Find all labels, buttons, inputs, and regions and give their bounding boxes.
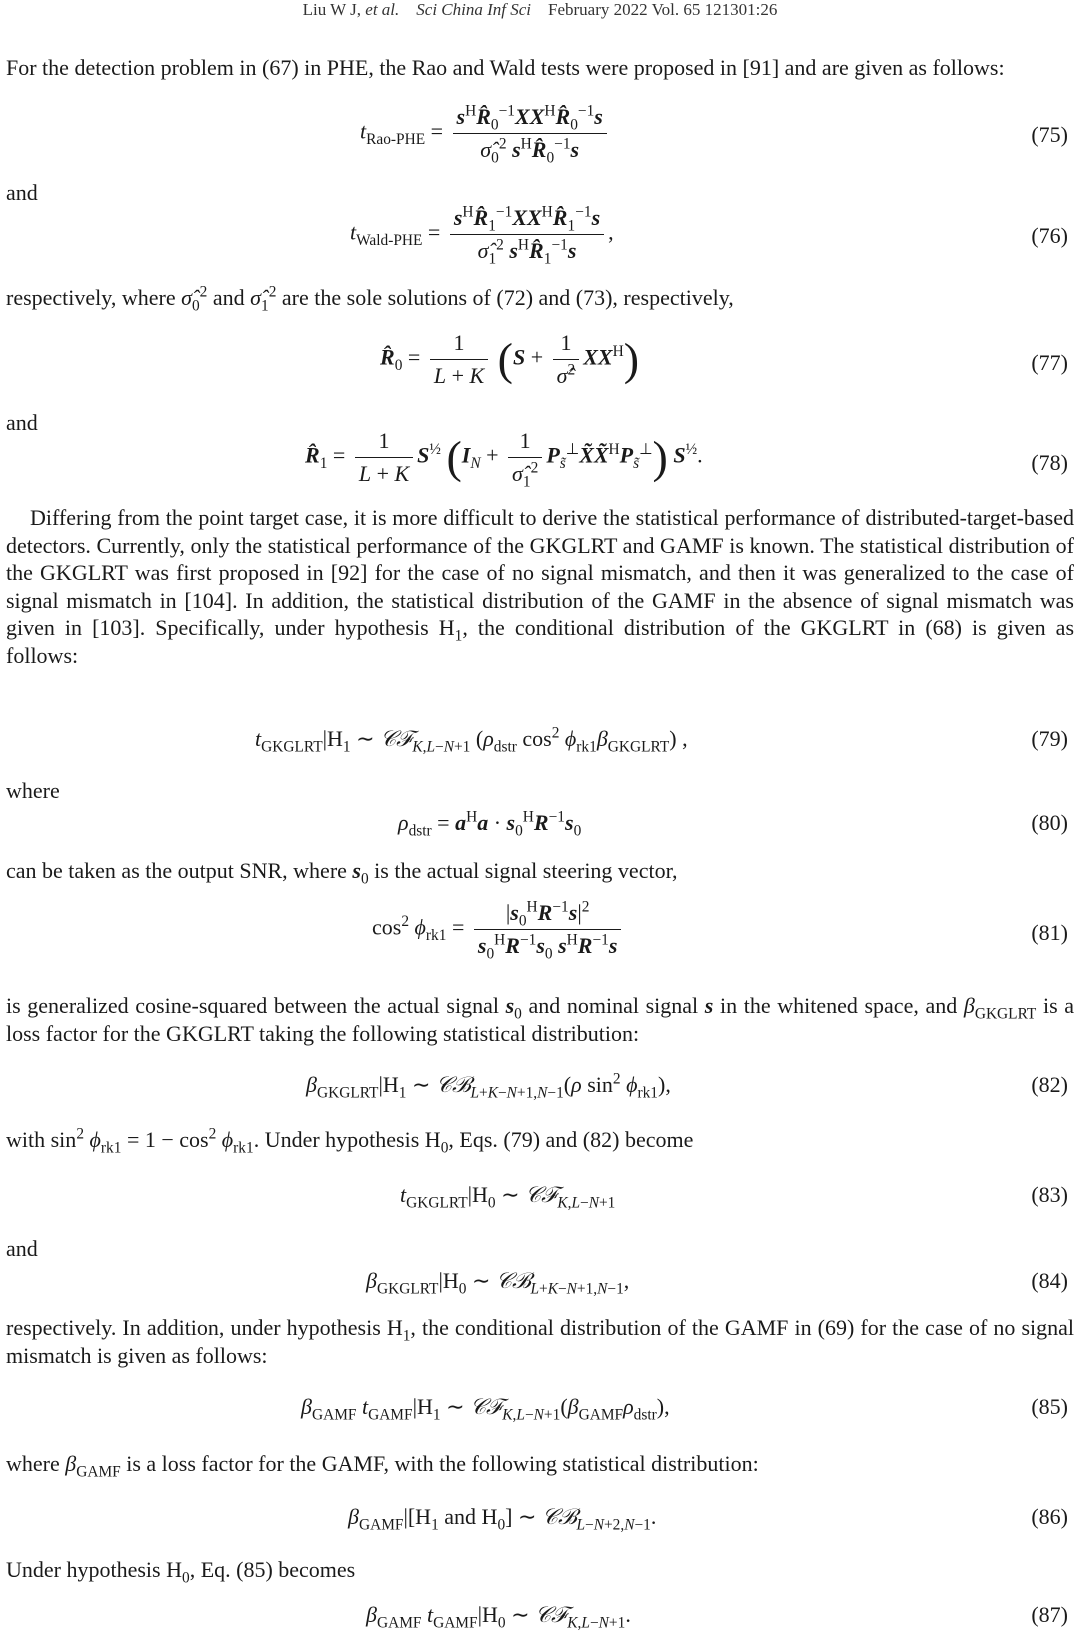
text-span: Differing from the point target case, it is more difficult to derive the statistical performance of distributed-target-based detectors. Currently, only the statistical performance of the GKGLRT and GAMF is known. The statistical distribution of the GKGLRT was first proposed in [92] for the case of no signal mismatch, and then it was generalized to the case of signal mismatch in [104]. In addition, the statistical distribution of the GAMF in the absence of signal mismatch was given in [103]. Specifically, under hypothesis H bbox=[6, 505, 1074, 640]
text-span: and nominal signal bbox=[528, 993, 699, 1018]
equation-number: (86) bbox=[1031, 1504, 1068, 1529]
text-span: , Eqs. (79) and (82) become bbox=[448, 1127, 694, 1152]
text-span: where bbox=[6, 1451, 60, 1476]
paragraph-output-snr: can be taken as the output SNR, where $s_0$ is the actual signal steering vector, bbox=[6, 858, 678, 888]
text-span: Under hypothesis H bbox=[6, 1557, 182, 1582]
text-span: is a loss factor for the GKGLRT taking the following statistical distribution: bbox=[6, 993, 1075, 1046]
text-span: . Under hypothesis H bbox=[253, 1127, 441, 1152]
equation-number: (79) bbox=[1031, 726, 1068, 751]
equation-84-body: $\beta_{GKGLRT}|H_0$ ∼ 𝒞ℬ$_{L+K-N+1,N-1}$, bbox=[366, 1268, 630, 1298]
equation-number: (78) bbox=[1031, 450, 1068, 475]
equation-80 bbox=[0, 810, 1080, 842]
text-where: where bbox=[6, 778, 60, 803]
paragraph-intro: For the detection problem in (67) in PHE, the Rao and Wald tests were proposed in [91] and are given as follows: bbox=[6, 55, 1005, 80]
equation-87-body: $\beta_{GAMF}$ $t_{GAMF}|H_0$ ∼ 𝒞ℱ$_{K,L-N+1}$. bbox=[366, 1602, 631, 1632]
text-span: can be taken as the output SNR, where bbox=[6, 858, 347, 883]
text-span: in the whitened space, and bbox=[719, 993, 958, 1018]
paragraph-statistical-performance: Differing from the point target case, it is more difficult to derive the statistical performance of distributed-target-based detectors. Currently, only the statistical performance of the GKGLRT and GAMF is known. The statistical distribution of the GKGLRT was first proposed in [92] for the case of no signal mismatch, and then it was generalized to the case of signal mismatch in [104]. In addition, the statistical distribution of the GAMF in the absence of signal mismatch was given in [103]. Specifically, under hypothesis $H_1$, the conditional distribution of the GKGLRT in (68) is given as follows: bbox=[6, 505, 1074, 668]
text-span: , Eq. (85) becomes bbox=[189, 1557, 356, 1582]
text-span: and bbox=[212, 285, 245, 310]
paragraph-h0-gamf: Under hypothesis $H_0$, Eq. (85) becomes bbox=[6, 1557, 356, 1587]
equation-77 bbox=[0, 330, 1080, 396]
text-span: is the actual signal steering vector, bbox=[374, 858, 678, 883]
text-span: , the conditional distribution of the GKGLRT in (68) is given as follows: bbox=[6, 615, 1074, 668]
equation-number: (76) bbox=[1031, 223, 1068, 248]
equation-78 bbox=[0, 428, 1080, 502]
paragraph-respectively: respectively, where $\sigmâ_0^2$ and $\sigmâ_1^2$ are the sole solutions of (72) and (73), respectively, bbox=[6, 283, 734, 315]
text-and: and bbox=[6, 1236, 38, 1261]
text-span: is a loss factor for the GAMF, with the following statistical distribution: bbox=[126, 1451, 759, 1476]
equation-78-body: $R̂_1$ = $\frac{1}{L + K}$ $S^{\frac{1}{2}}$ ($I_N$ + $\frac{1}{\sigmâ_1^2}$ $P_{s̃}^\perp X̃X̃^HP_{s̃}^\perp$) $S^{\frac{1}{2}}$. bbox=[305, 428, 703, 491]
equation-76-body: $t_{Wald-PHE}$ = $\frac{s^HR̂_1^{-1}XX^HR̂_1^{-1}s}{\sigmâ_1^2 s^HR̂_1^{-1}s}$ , bbox=[350, 203, 614, 268]
paragraph-hypothesis-h0: with $\sin^2 \phi_{rk1} = 1 - \cos^2 \phi_{rk1}$. Under hypothesis $H_0$, Eqs. (79) and (82) become bbox=[6, 1125, 694, 1157]
equation-82-body: $\beta_{GKGLRT}|H_1$ ∼ 𝒞ℬ$_{L+K-N+1,N-1}$(ρ $\sin^2 \phi_{rk1}$), bbox=[306, 1070, 671, 1102]
equation-number: (85) bbox=[1031, 1394, 1068, 1419]
equation-number: (80) bbox=[1031, 810, 1068, 835]
text-span: are the sole solutions of (72) and (73), respectively, bbox=[281, 285, 734, 310]
equation-76 bbox=[0, 205, 1080, 269]
header-issue: February 2022 Vol. 65 121301:26 bbox=[548, 0, 778, 19]
equation-75 bbox=[0, 104, 1080, 168]
equation-82 bbox=[0, 1072, 1080, 1104]
equation-85-body: $\beta_{GAMF}$ $t_{GAMF}|H_1$ ∼ $𝒞ℱ_{K,L-N+1}(\beta_{GAMF}\rho_{dstr})$, bbox=[301, 1394, 670, 1424]
equation-83-body: $t_{GKGLRT}|H_0$ ∼ 𝒞ℱ$_{K,L-N+1}$ bbox=[400, 1182, 616, 1212]
text-and: and bbox=[6, 410, 38, 435]
running-header bbox=[0, 0, 1080, 20]
equation-number: (75) bbox=[1031, 122, 1068, 147]
equation-83 bbox=[0, 1182, 1080, 1214]
text-span: is generalized cosine-squared between the actual signal bbox=[6, 993, 499, 1018]
equation-number: (87) bbox=[1031, 1602, 1068, 1627]
header-journal: Sci China Inf Sci bbox=[416, 0, 532, 19]
equation-79 bbox=[0, 726, 1080, 760]
equation-81 bbox=[0, 900, 1080, 966]
text-and: and bbox=[6, 180, 38, 205]
equation-85 bbox=[0, 1394, 1080, 1426]
equation-number: (82) bbox=[1031, 1072, 1068, 1097]
header-etal: et al. bbox=[365, 0, 400, 19]
equation-86 bbox=[0, 1504, 1080, 1536]
text-span: , the conditional distribution of the GAMF in (69) for the case of no signal mismatch is given as follows: bbox=[6, 1315, 1074, 1368]
paragraph-cosine-squared: is generalized cosine-squared between the actual signal $s_0$ and nominal signal s in the whitened space, and $\beta_{GKGLRT}$ is a loss factor for the GKGLRT taking the following statistical distribution: bbox=[6, 993, 1075, 1046]
text-span: respectively. In addition, under hypothesis H bbox=[6, 1315, 403, 1340]
equation-75-body: $t_{Rao-PHE}$ = $\frac{s^HR̂_0^{-1}XX^HR̂_0^{-1}s}{\sigmâ_0^2 s^HR̂_0^{-1}s}$ bbox=[360, 104, 611, 163]
equation-number: (81) bbox=[1031, 920, 1068, 945]
equation-86-body: $\beta_{GAMF}|[H_1$ and $H_0$] ∼ 𝒞ℬ$_{L-N+2,N-1}$. bbox=[348, 1504, 657, 1534]
equation-number: (83) bbox=[1031, 1182, 1068, 1207]
equation-number: (77) bbox=[1031, 350, 1068, 375]
text-span: with bbox=[6, 1127, 46, 1152]
text-span: respectively, where bbox=[6, 285, 176, 310]
paragraph-gamf-conditional: respectively. In addition, under hypothesis $H_1$, the conditional distribution of the GAMF in (69) for the case of no signal mismatch is given as follows: bbox=[6, 1315, 1074, 1368]
equation-79-body: $t_{GKGLRT}|H_1$ ∼ 𝒞ℱ$_{K,L-N+1}$ ($\rho_{dstr}$ $\cos^2 \phi_{rk1}\beta_{GKGLRT}$) , bbox=[255, 724, 688, 756]
paragraph-gamf-loss: where $\beta_{GAMF}$ is a loss factor for the GAMF, with the following statistical distribution: bbox=[6, 1451, 759, 1481]
equation-84 bbox=[0, 1268, 1080, 1300]
equation-80-body: $\rho_{dstr} = a^Ha \cdot s_0^HR^{-1}s_0$ bbox=[398, 808, 582, 840]
equation-77-body: $R̂_0$ = $\frac{1}{L + K}$ (S + $\frac{1}{\sigmâ^2}$ $XX^H$) bbox=[380, 330, 640, 388]
header-authors: Liu W J, bbox=[302, 0, 362, 19]
equation-87 bbox=[0, 1602, 1080, 1634]
equation-81-body: $\cos^2 \phi_{rk1}$ = $\frac{|s_0^HR^{-1}s|^2}{s_0^HR^{-1}s_0 s^HR^{-1}s}$ bbox=[372, 900, 625, 959]
equation-number: (84) bbox=[1031, 1268, 1068, 1293]
